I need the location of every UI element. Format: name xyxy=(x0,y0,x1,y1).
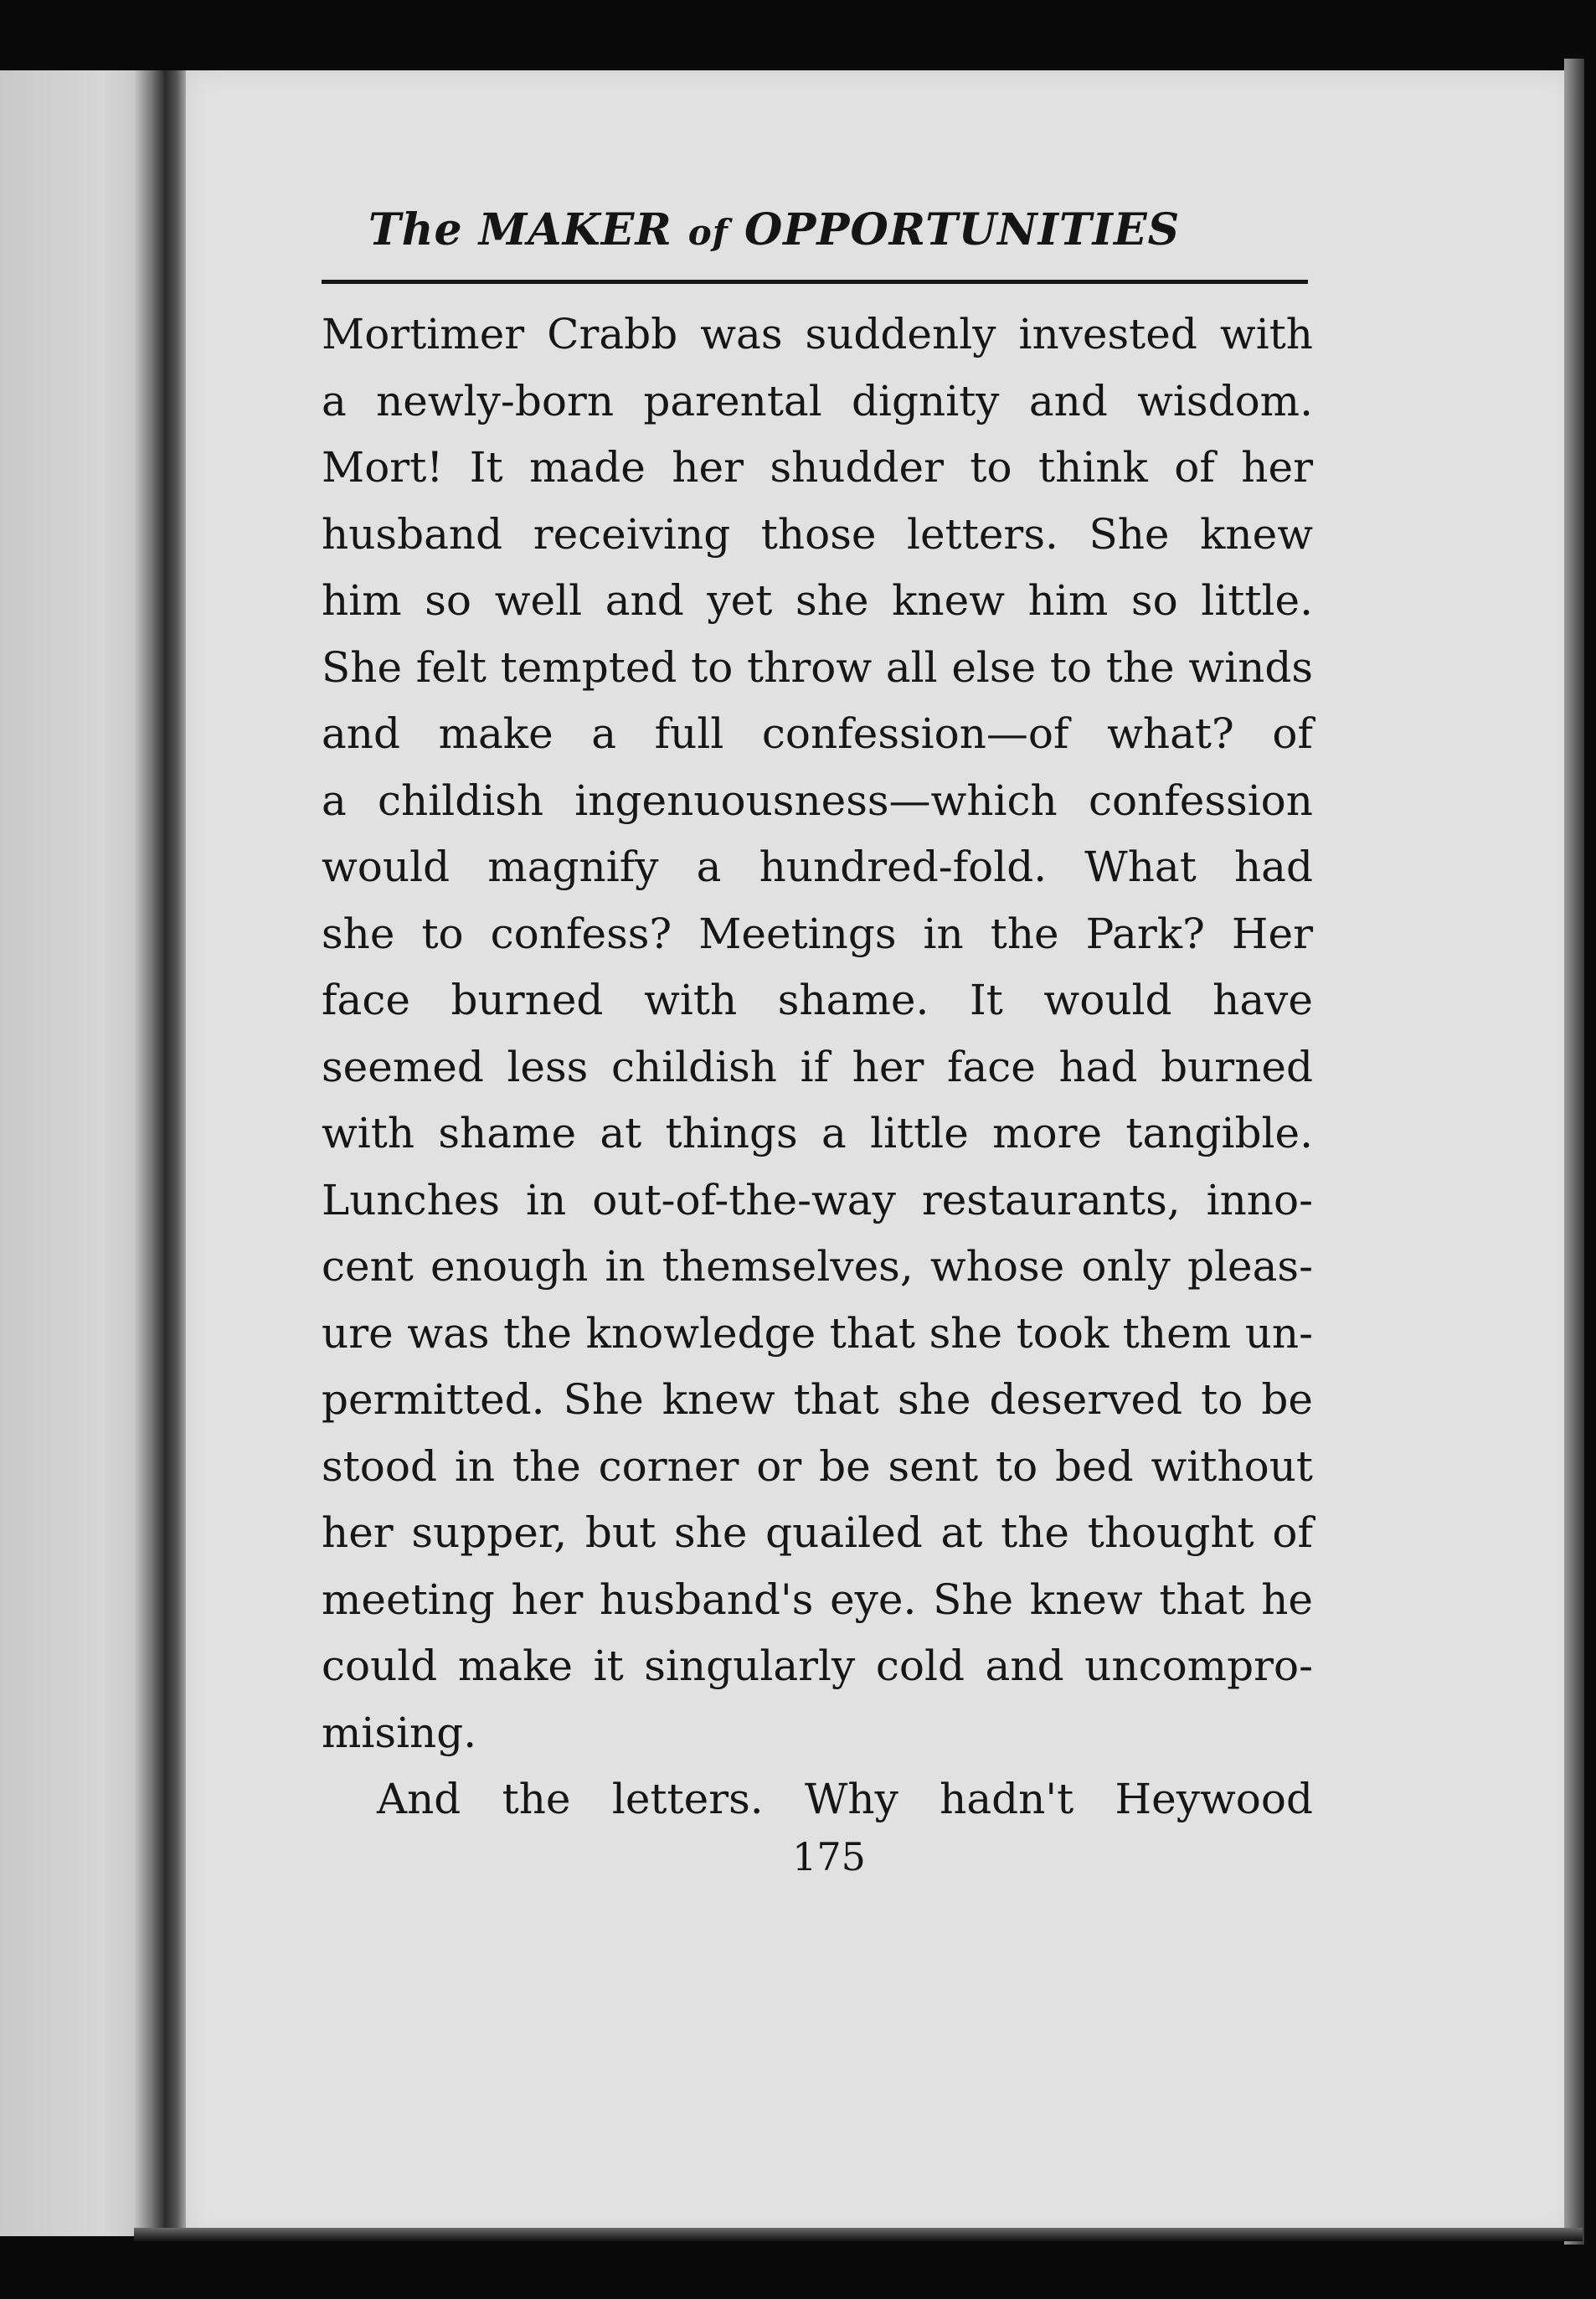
text-line: seemed less childish if her face had burned xyxy=(322,1042,1313,1091)
book-gutter xyxy=(134,70,191,2236)
text-line: she to confess? Meetings in the Park? Her xyxy=(322,909,1313,958)
text-line: face burned with shame. It would have xyxy=(322,976,1313,1024)
text-line: permitted. She knew that she deserved to be xyxy=(322,1375,1313,1424)
header-word-the: The xyxy=(368,204,463,255)
header-word-of: of xyxy=(687,212,728,253)
text-line: husband receiving those letters. She knew xyxy=(322,509,1313,559)
right-page-edge xyxy=(1564,59,1584,2245)
text-line: ure was the knowledge that she took them un- xyxy=(322,1308,1313,1358)
text-line: cent enough in themselves, whose only pleas- xyxy=(322,1242,1313,1291)
text-line: could make it singularly cold and uncompro- xyxy=(322,1642,1313,1690)
bottom-page-edge xyxy=(134,2228,1583,2241)
text-line: with shame at things a little more tangible. xyxy=(322,1109,1313,1157)
text-line: mising. xyxy=(322,1708,477,1757)
text-line: meeting her husband's eye. She knew that he xyxy=(322,1575,1313,1624)
text-line: would magnify a hundred-fold. What had xyxy=(322,843,1313,891)
page-number: 175 xyxy=(792,1834,866,1879)
text-line: Mort! It made her shudder to think of her xyxy=(322,443,1313,492)
text-line: a childish ingenuousness—which confession xyxy=(322,776,1313,825)
text-line: stood in the corner or be sent to bed without xyxy=(322,1441,1313,1491)
header-rule xyxy=(322,280,1308,284)
header-word-opportunities: OPPORTUNITIES xyxy=(744,204,1181,255)
text-line: Lunches in out-of-the-way restaurants, inno- xyxy=(322,1175,1313,1224)
text-line: her supper, but she quailed at the thought of xyxy=(322,1508,1313,1557)
header-word-maker: MAKER xyxy=(478,204,672,255)
text-line: a newly-born parental dignity and wisdom. xyxy=(322,376,1313,425)
body-text xyxy=(322,302,1313,1833)
running-header xyxy=(368,204,1264,255)
text-line: She felt tempted to throw all else to the winds xyxy=(322,642,1313,692)
text-line: And the letters. Why hadn't Heywood xyxy=(377,1775,1313,1823)
text-line: Mortimer Crabb was suddenly invested with xyxy=(322,310,1313,358)
text-line: and make a full confession—of what? of xyxy=(322,709,1313,758)
text-line: him so well and yet she knew him so little. xyxy=(322,576,1313,625)
